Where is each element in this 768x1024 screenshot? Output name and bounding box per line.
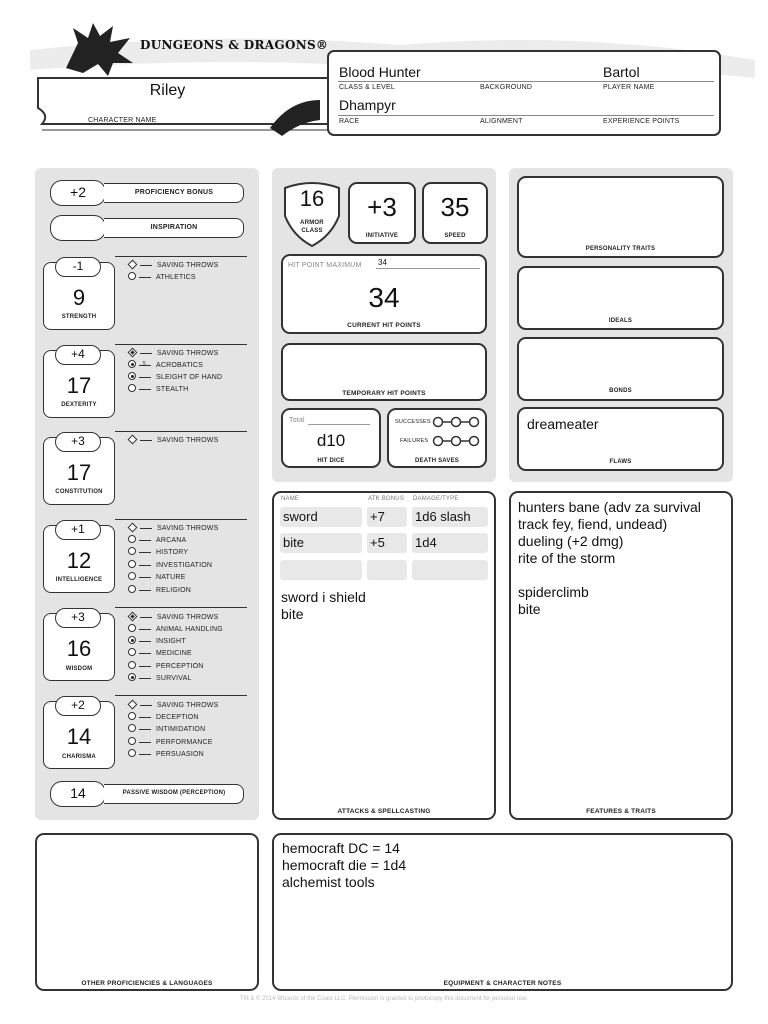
proficiency-dot-icon bbox=[128, 673, 136, 681]
attack-row-2-bonus[interactable]: +5 bbox=[367, 533, 407, 553]
proficiency-dot-icon bbox=[128, 384, 136, 392]
armor-class-label-1: ARMOR bbox=[300, 220, 324, 226]
current-hp-value[interactable]: 34 bbox=[368, 282, 400, 313]
constitution-score[interactable]: 17 bbox=[66, 460, 92, 485]
death-save-successes-icon[interactable] bbox=[432, 416, 480, 428]
strength-modifier[interactable]: -1 bbox=[55, 257, 101, 277]
race-value[interactable]: Dhampyr bbox=[339, 97, 396, 113]
skill-persuasion[interactable]: PERSUASION bbox=[128, 749, 204, 761]
equipment-label: EQUIPMENT & CHARACTER NOTES bbox=[443, 980, 562, 987]
skill-performance[interactable]: PERFORMANCE bbox=[128, 737, 213, 749]
constitution-saving-throw[interactable]: SAVING THROWS bbox=[128, 435, 218, 447]
attack-row-1-name[interactable]: sword bbox=[280, 507, 362, 527]
proficiency-dot-icon bbox=[128, 585, 136, 593]
footer-copyright: TM & © 2014 Wizards of the Coast LLC. Permission is granted to photocopy this document for personal use. bbox=[240, 996, 528, 1002]
wisdom-saving-throw[interactable]: SAVING THROWS bbox=[128, 612, 218, 624]
skill-medicine[interactable]: MEDICINE bbox=[128, 648, 192, 660]
death-save-failures-icon[interactable] bbox=[432, 435, 480, 447]
proficiency-dot-icon bbox=[128, 648, 136, 656]
proficiency-dot-icon bbox=[128, 749, 136, 757]
constitution-label: CONSTITUTION bbox=[55, 489, 103, 495]
speed-label: SPEED bbox=[444, 233, 466, 239]
skill-nature[interactable]: NATURE bbox=[128, 572, 185, 584]
death-save-successes-label: SUCCESSES bbox=[395, 419, 431, 425]
class-level-label: CLASS & LEVEL bbox=[339, 84, 395, 91]
proficiency-bonus-value[interactable]: +2 bbox=[50, 180, 106, 206]
skill-animal-handling[interactable]: ANIMAL HANDLING bbox=[128, 624, 223, 636]
proficiency-dot-icon bbox=[128, 272, 136, 280]
skill-religion[interactable]: RELIGION bbox=[128, 585, 191, 597]
proficiency-dot-icon bbox=[128, 560, 136, 568]
bonds-label: BONDS bbox=[609, 388, 632, 394]
skill-stealth[interactable]: STEALTH bbox=[128, 384, 188, 396]
hit-dice-label: HIT DICE bbox=[317, 458, 345, 464]
intelligence-modifier[interactable]: +1 bbox=[55, 520, 101, 540]
personality-traits-label: PERSONALITY TRAITS bbox=[585, 246, 656, 252]
attack-row-3-bonus[interactable] bbox=[367, 560, 407, 580]
flaws-label: FLAWS bbox=[609, 459, 632, 465]
death-save-failures-label: FAILURES bbox=[400, 438, 429, 444]
skill-insight[interactable]: INSIGHT bbox=[128, 636, 186, 648]
charisma-score[interactable]: 14 bbox=[66, 724, 92, 749]
speed-value[interactable]: 35 bbox=[440, 192, 470, 222]
skill-sleight-of-hand[interactable]: SLEIGHT OF HAND bbox=[128, 372, 222, 384]
inspiration-label: INSPIRATION bbox=[150, 224, 198, 231]
wisdom-score[interactable]: 16 bbox=[66, 636, 92, 661]
skill-investigation[interactable]: INVESTIGATION bbox=[128, 560, 212, 572]
armor-class-label-2: CLASS bbox=[301, 228, 323, 234]
proficiency-diamond-icon bbox=[128, 347, 138, 357]
hit-dice-total-label: Total bbox=[289, 417, 305, 424]
proficiency-bonus-label: PROFICIENCY BONUS bbox=[134, 189, 214, 196]
intelligence-score[interactable]: 12 bbox=[66, 548, 92, 573]
attacks-label: ATTACKS & SPELLCASTING bbox=[337, 808, 431, 815]
equipment-text[interactable]: hemocraft DC = 14 hemocraft die = 1d4 alchemist tools bbox=[282, 840, 407, 890]
initiative-label: INITIATIVE bbox=[365, 233, 399, 239]
hp-maximum-label: HIT POINT MAXIMUM bbox=[288, 262, 362, 269]
armor-class-value[interactable]: 16 bbox=[299, 186, 325, 211]
background-label: BACKGROUND bbox=[480, 84, 533, 91]
experience-label: EXPERIENCE POINTS bbox=[603, 118, 680, 125]
other-proficiencies-box[interactable] bbox=[35, 833, 259, 991]
temp-hp-label: TEMPORARY HIT POINTS bbox=[342, 390, 426, 397]
skill-survival[interactable]: SURVIVAL bbox=[128, 673, 192, 685]
charisma-modifier[interactable]: +2 bbox=[55, 696, 101, 716]
strength-saving-throw[interactable]: SAVING THROWS bbox=[128, 260, 218, 272]
dexterity-score[interactable]: 17 bbox=[66, 373, 92, 398]
passive-perception-label: PASSIVE WISDOM (PERCEPTION) bbox=[122, 790, 226, 796]
race-label: RACE bbox=[339, 118, 360, 125]
player-name-label: PLAYER NAME bbox=[603, 84, 655, 91]
skill-arcana[interactable]: ARCANA bbox=[128, 535, 186, 547]
passive-perception-value[interactable]: 14 bbox=[50, 781, 106, 807]
class-level-value[interactable]: Blood Hunter bbox=[339, 64, 421, 80]
intelligence-label: INTELLIGENCE bbox=[55, 577, 103, 583]
dexterity-modifier[interactable]: +4 bbox=[55, 345, 101, 365]
other-proficiencies-label: OTHER PROFICIENCIES & LANGUAGES bbox=[81, 980, 213, 987]
proficiency-diamond-icon bbox=[128, 259, 138, 269]
features-label: FEATURES & TRAITS bbox=[586, 808, 656, 815]
character-name[interactable]: Riley bbox=[149, 82, 186, 99]
attacks-notes[interactable]: sword i shield bite bbox=[281, 589, 366, 622]
current-hp-label: CURRENT HIT POINTS bbox=[347, 322, 421, 329]
wisdom-label: WISDOM bbox=[65, 666, 93, 672]
character-name-label: CHARACTER NAME bbox=[88, 117, 157, 124]
proficiency-dot-icon bbox=[128, 624, 136, 632]
hp-maximum-value[interactable]: 34 bbox=[378, 258, 387, 267]
strength-label: STRENGTH bbox=[61, 314, 97, 320]
dexterity-label: DEXTERITY bbox=[61, 402, 97, 408]
skill-perception[interactable]: PERCEPTION bbox=[128, 661, 204, 673]
intelligence-saving-throw[interactable]: SAVING THROWS bbox=[128, 523, 218, 535]
skill-acrobatics[interactable]: 5 ACROBATICS bbox=[128, 360, 203, 372]
proficiency-dot-icon bbox=[128, 372, 136, 380]
attack-row-2-name[interactable]: bite bbox=[280, 533, 362, 553]
skill-history[interactable]: HISTORY bbox=[128, 547, 188, 559]
attack-col-name: NAME bbox=[281, 496, 300, 502]
attack-col-damage: DAMAGE/TYPE bbox=[413, 496, 459, 502]
proficiency-diamond-icon bbox=[128, 699, 138, 709]
strength-score[interactable]: 9 bbox=[72, 285, 86, 310]
attack-row-1-bonus[interactable]: +7 bbox=[367, 507, 407, 527]
attack-col-bonus: ATK BONUS bbox=[368, 496, 405, 502]
attack-row-1-damage[interactable]: 1d6 slash bbox=[412, 507, 488, 527]
constitution-modifier[interactable]: +3 bbox=[55, 432, 101, 452]
proficiency-diamond-icon bbox=[128, 522, 138, 532]
proficiency-dot-icon bbox=[128, 737, 136, 745]
charisma-label: CHARISMA bbox=[62, 754, 96, 760]
death-saves-label: DEATH SAVES bbox=[415, 458, 459, 464]
features-text[interactable]: hunters bane (adv za survival track fey, fiend, undead) dueling (+2 dmg) rite of the storm spiderclimb bite bbox=[518, 499, 701, 617]
inspiration-input[interactable] bbox=[50, 215, 106, 241]
charisma-saving-throw[interactable]: SAVING THROWS bbox=[128, 700, 218, 712]
skill-athletics[interactable]: ATHLETICS bbox=[128, 272, 196, 284]
proficiency-dot-icon bbox=[128, 724, 136, 732]
dragon-logo-icon bbox=[58, 18, 140, 78]
proficiency-dot-icon bbox=[128, 360, 136, 368]
attack-row-3-damage[interactable] bbox=[412, 560, 488, 580]
attack-row-2-damage[interactable]: 1d4 bbox=[412, 533, 488, 553]
alignment-label: ALIGNMENT bbox=[480, 118, 523, 125]
game-logo: DUNGEONS & DRAGONS® bbox=[140, 38, 329, 52]
dexterity-saving-throw[interactable]: SAVING THROWS bbox=[128, 348, 218, 360]
flaws-value[interactable]: dreameater bbox=[527, 416, 599, 432]
proficiency-diamond-icon bbox=[128, 611, 138, 621]
player-name-value[interactable]: Bartol bbox=[603, 64, 640, 80]
proficiency-dot-icon bbox=[128, 712, 136, 720]
initiative-value[interactable]: +3 bbox=[367, 192, 397, 222]
skill-intimidation[interactable]: INTIMIDATION bbox=[128, 724, 205, 736]
proficiency-dot-icon bbox=[128, 535, 136, 543]
hit-dice-value[interactable]: d10 bbox=[316, 431, 346, 450]
proficiency-dot-icon bbox=[128, 547, 136, 555]
ideals-label: IDEALS bbox=[608, 318, 633, 324]
proficiency-dot-icon bbox=[128, 636, 136, 644]
attack-row-3-name[interactable] bbox=[280, 560, 362, 580]
proficiency-dot-icon bbox=[128, 661, 136, 669]
wisdom-modifier[interactable]: +3 bbox=[55, 608, 101, 628]
skill-deception[interactable]: DECEPTION bbox=[128, 712, 199, 724]
proficiency-dot-icon bbox=[128, 572, 136, 580]
proficiency-diamond-icon bbox=[128, 434, 138, 444]
